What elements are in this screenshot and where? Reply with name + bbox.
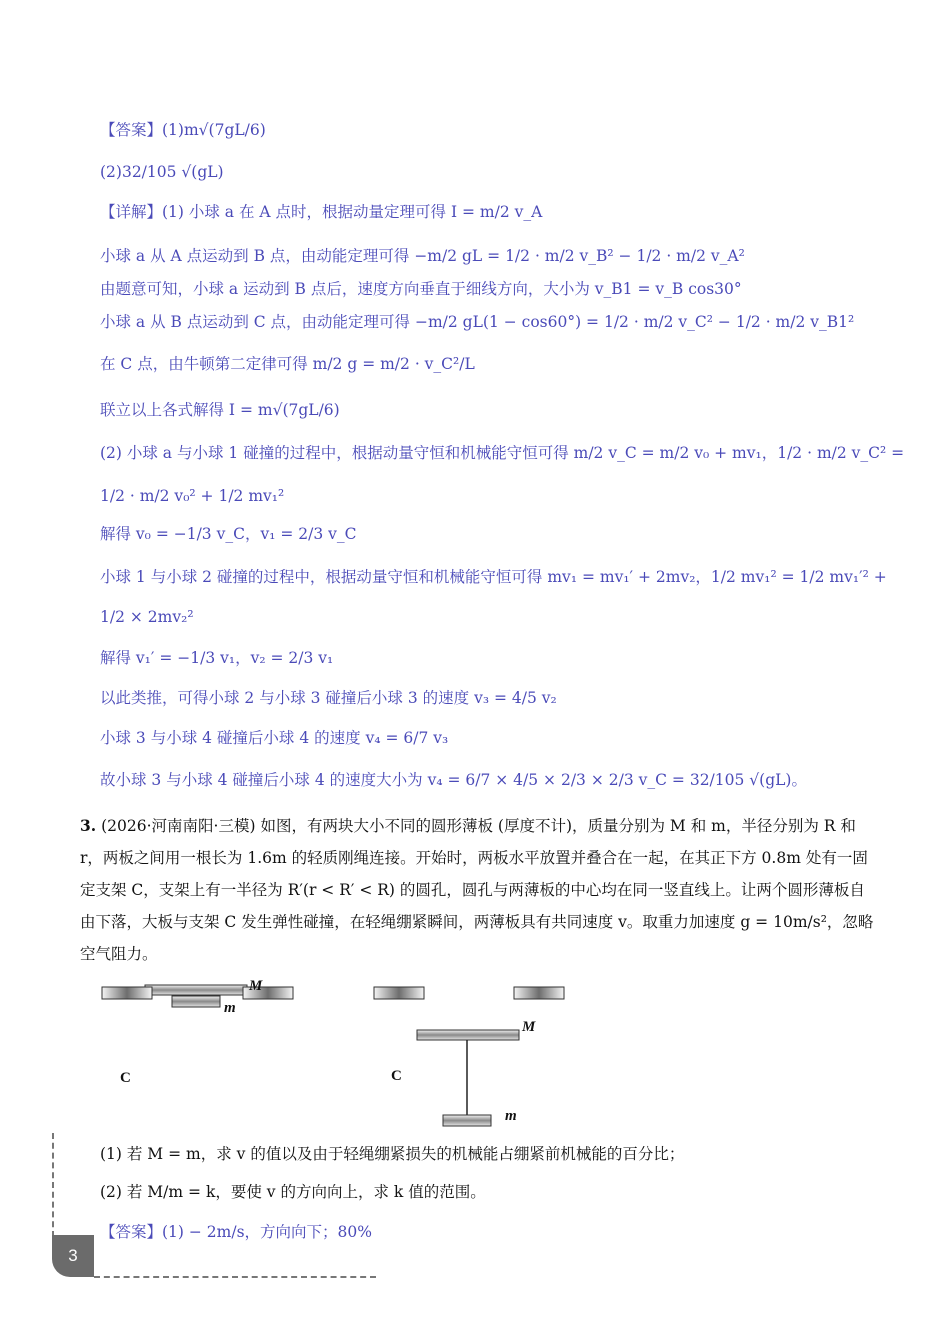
label-M-left: M	[249, 978, 263, 994]
plate-M-left	[145, 985, 247, 995]
question-block	[80, 810, 880, 970]
solution-line: 小球 a 从 B 点运动到 C 点，由动能定理可得 −m/2 gL(1 − cos60°) = 1/2 · m/2 v_C² − 1/2 · m/2 v_B1²	[100, 313, 855, 331]
sub-question-1: (1) 若 M = m，求 v 的值以及由于轻绳绷紧损失的机械能占绷紧前机械能的百分比；	[100, 1145, 685, 1163]
question-source: (2026·河南南阳·三模)	[101, 817, 256, 835]
solution-line: 在 C 点，由牛顿第二定律可得 m/2 g = m/2 · v_C²/L	[100, 355, 475, 373]
solution-line: 解得 v₁′ = −1/3 v₁，v₂ = 2/3 v₁	[100, 649, 334, 667]
label-C-right: C	[391, 1068, 402, 1084]
support-C-right-block2	[514, 987, 564, 999]
answer-line-2: (2)32/105 √(gL)	[100, 163, 224, 181]
solution-line: 故小球 3 与小球 4 碰撞后小球 4 的速度大小为 v₄ = 6/7 × 4/5 × 2/3 × 2/3 v_C = 32/105 √(gL)。	[100, 771, 807, 789]
sub-question-2: (2) 若 M/m = k，要使 v 的方向向上，求 k 值的范围。	[100, 1183, 486, 1201]
question-text: 如图，有两块大小不同的圆形薄板 (厚度不计)，质量分别为 M 和 m，半径分别为 R 和 r，两板之间用一根长为 1.6m 的轻质刚绳连接。开始时，两板水平放置并叠合在一起，在其正下方 0.8m 处有一固定支架 C，支架上有一半径为 R′(r < R′ < R) 的圆孔，圆孔与两薄板的中心均在同一竖直线上。让两个圆形薄板自由下落，大板与支架 C 发生弹性碰撞，在轻绳绷紧瞬间，两薄板具有共同速度 v。取重力加速度 g = 10m/s²，忽略空气阻力。	[80, 817, 874, 963]
page-border-horizontal	[94, 1276, 376, 1278]
solution-line: 以此类推，可得小球 2 与小球 3 碰撞后小球 3 的速度 v₃ = 4/5 v₂	[100, 689, 557, 707]
physics-figure	[0, 970, 950, 1150]
solution-line: (2) 小球 a 与小球 1 碰撞的过程中，根据动量守恒和机械能守恒可得 m/2 v_C = m/2 v₀ + mv₁，1/2 · m/2 v_C² =	[100, 444, 905, 462]
label-C-left: C	[120, 1070, 131, 1086]
solution-line: 【详解】(1) 小球 a 在 A 点时，根据动量定理可得 I = m/2 v_A	[100, 203, 543, 221]
support-C-right-block1	[374, 987, 424, 999]
page-border-vertical	[52, 1133, 54, 1237]
question-number: 3.	[80, 816, 97, 835]
solution-line: 由题意可知，小球 a 运动到 B 点后，速度方向垂直于细线方向，大小为 v_B1 = v_B cos30°	[100, 280, 742, 298]
label-m-right: m	[505, 1108, 517, 1124]
solution-line: 小球 1 与小球 2 碰撞的过程中，根据动量守恒和机械能守恒可得 mv₁ = mv₁′ + 2mv₂，1/2 mv₁² = 1/2 mv₁′² +	[100, 568, 887, 586]
label-m-left: m	[224, 1000, 236, 1016]
solution-line: 小球 a 从 A 点运动到 B 点，由动能定理可得 −m/2 gL = 1/2 · m/2 v_B² − 1/2 · m/2 v_A²	[100, 247, 745, 265]
solution-line: 小球 3 与小球 4 碰撞后小球 4 的速度 v₄ = 6/7 v₃	[100, 729, 449, 747]
solution-line: 1/2 · m/2 v₀² + 1/2 mv₁²	[100, 487, 285, 505]
page-number: 3	[52, 1235, 94, 1277]
answer-line-1: 【答案】(1)m√(7gL/6)	[100, 121, 266, 139]
solution-line: 联立以上各式解得 I = m√(7gL/6)	[100, 401, 340, 419]
plate-m-right	[443, 1115, 491, 1126]
question-answer: 【答案】(1) − 2m/s，方向向下；80%	[100, 1223, 372, 1241]
solution-line: 1/2 × 2mv₂²	[100, 608, 194, 626]
plate-M-right	[417, 1030, 519, 1040]
label-M-right: M	[522, 1019, 536, 1035]
support-C-left-block1	[102, 987, 152, 999]
plate-m-left	[172, 996, 220, 1007]
solution-line: 解得 v₀ = −1/3 v_C，v₁ = 2/3 v_C	[100, 525, 357, 543]
